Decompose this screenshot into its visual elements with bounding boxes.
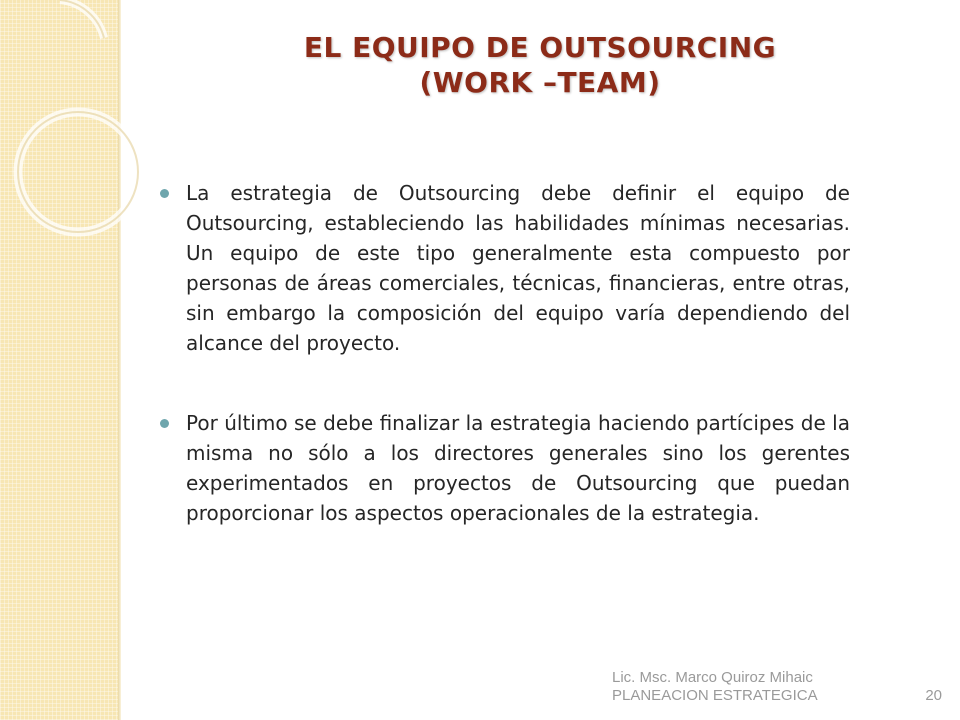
slide-title-line-2: (WORK –TEAM) [419, 66, 661, 99]
footer-author: Lic. Msc. Marco Quiroz Mihaic [612, 669, 813, 686]
slide-footer [612, 669, 942, 705]
bullet-text: Por último se debe finalizar la estrategia haciendo partícipes de la misma no sólo a los directores generales sino los gerentes experimentados en proyectos de Outsourcing que puedan proporcionar los aspectos operacionales de la estrategia. [186, 411, 850, 525]
bullet-dot-icon [160, 189, 169, 198]
page-number: 20 [925, 687, 942, 704]
bullet-item [160, 178, 850, 358]
decorative-rings-icon [0, 0, 140, 280]
bullet-list [160, 178, 850, 528]
slide-title [150, 30, 930, 100]
bullet-dot-icon [160, 419, 169, 428]
bullet-item [160, 408, 850, 528]
footer-course: PLANEACION ESTRATEGICA [612, 687, 818, 704]
bullet-text: La estrategia de Outsourcing debe definir el equipo de Outsourcing, estableciendo las habilidades mínimas necesarias. Un equipo de este tipo generalmente esta compuesto por personas de áreas comerciales, técnicas, financieras, entre otras, sin embargo la composición del equipo varía dependiendo del alcance del proyecto. [186, 181, 850, 355]
slide-title-line-1: EL EQUIPO DE OUTSOURCING [303, 31, 777, 64]
